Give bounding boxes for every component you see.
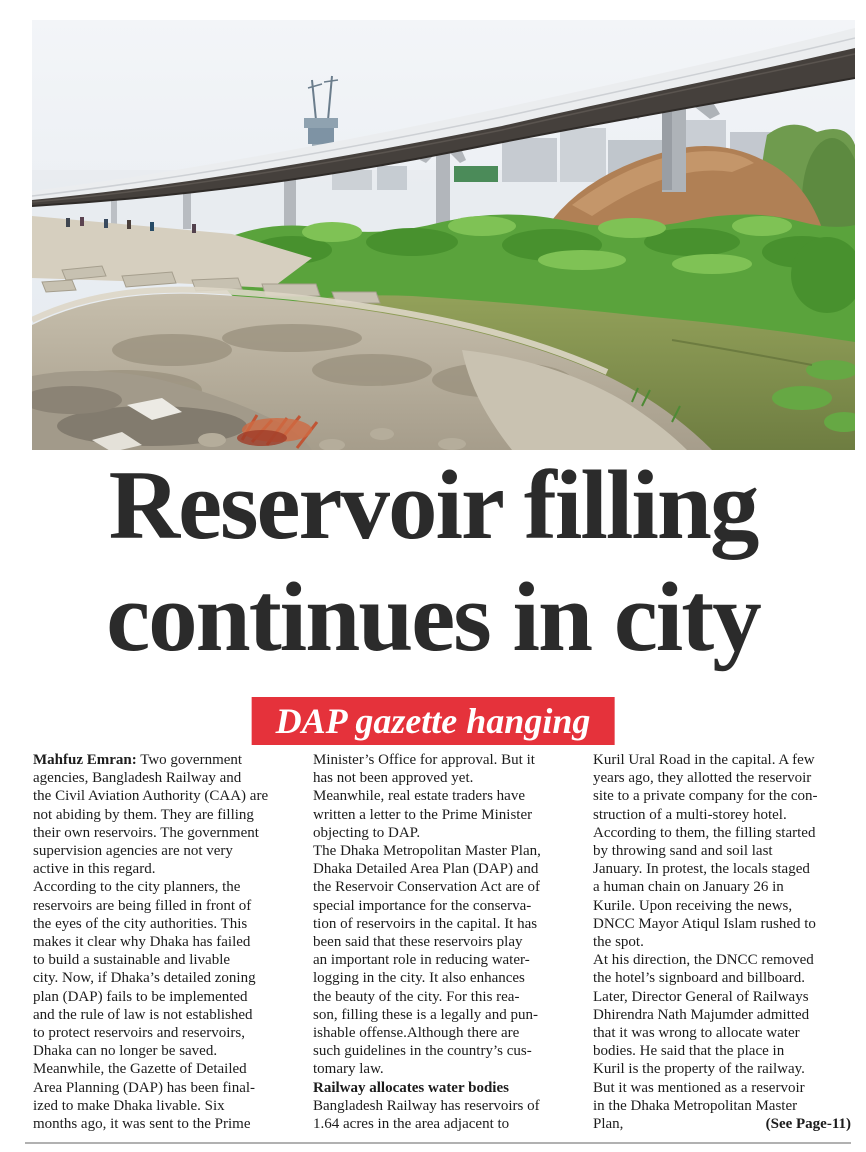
byline-author: Mahfuz Emran:: [33, 752, 137, 768]
kicker-banner: [252, 697, 615, 745]
byline-rest: Two government: [136, 752, 243, 768]
bottom-rule: [25, 1142, 851, 1144]
kicker-banner-label: DAP gazette hanging: [275, 701, 591, 741]
headline-line2: continues in city: [106, 563, 760, 672]
article-column-1: [33, 751, 295, 1133]
see-page-ref: (See Page-11): [765, 1116, 851, 1133]
headline-line1: Reservoir filling: [108, 451, 758, 560]
section-subhead: Railway allocates water bodies: [313, 1079, 509, 1096]
article-column-3: [593, 751, 851, 1133]
column3-text: Kuril Ural Road in the capital. A few years ago, they allotted the reservoir site to a private company for the con- struction of a multi-storey hotel. According to them, the filling started by throwing sand and soil last January. In protest, the locals staged a human chain on January 26 in Kurile. Upon receiving the news, DNCC Mayor Atiqul Islam rushed to the spot. At his direction, the DNCC removed the hotel’s signboard and billboard. Later, Director General of Railways Dhirendra Nath Majumder admitted that it was wrong to allocate water bodies. He said that the place in Kuril is the property of the railway. But it was mentioned as a reservoir in the Dhaka Metropolitan Master: [593, 752, 818, 1114]
article-column-2: [313, 751, 575, 1133]
article-photo: [32, 20, 855, 450]
column1-text: agencies, Bangladesh Railway and the Civil Aviation Authority (CAA) are not abiding by them. They are filling their own reservoirs. The government supervision agencies are not very active in this regard. According to the city planners, the reservoirs are being filled in front of the eyes of the city authorities. This makes it clear why Dhaka has failed to build a sustainable and livable city. Now, if Dhaka’s detailed zoning plan (DAP) fails to be implemented and the rule of law is not established to protect reservoirs and reservoirs, Dhaka can no longer be saved. Meanwhile, the Gazette of Detailed Area Planning (DAP) has been final- ized to make Dhaka livable. Six months ago, it was sent to the Prime: [33, 770, 269, 1133]
last-line-text: Plan,: [593, 1116, 624, 1133]
column2-text-a: Minister’s Office for approval. But it has not been approved yet. Meanwhile, real estate traders have written a letter to the Prime Minister objecting to DAP. The Dhaka Metropolitan Master Plan, Dhaka Detailed Area Plan (DAP) and the Reservoir Conservation Act are of special importance for the conserva- tion of reservoirs in the capital. It has been said that these reservoirs play an important role in reducing water- logging in the city. It also enhances the beauty of the city. For this rea- son, filling these is a legally and pun- ishable offense.Although there are such guidelines in the country’s cus- tomary law.: [313, 752, 541, 1078]
column3-last-line: [593, 1115, 851, 1133]
column2-text-b: Bangladesh Railway has reservoirs of 1.64 acres in the area adjacent to: [313, 1097, 540, 1133]
byline-line: [33, 751, 295, 769]
photo-illustration: [32, 20, 855, 450]
headline: [0, 450, 866, 674]
